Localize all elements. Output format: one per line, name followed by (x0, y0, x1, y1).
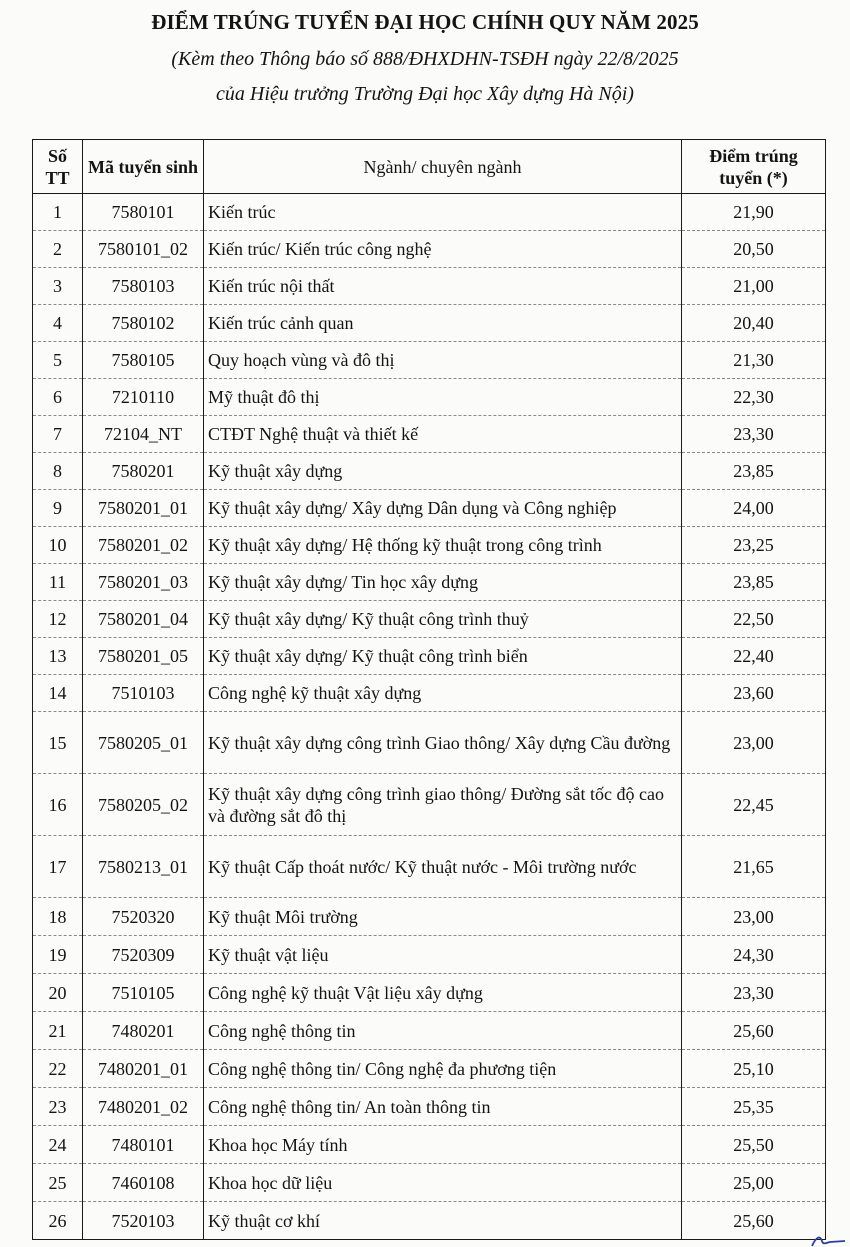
row-major: Công nghệ kỹ thuật Vật liệu xây dựng (204, 974, 682, 1012)
row-score: 20,40 (682, 305, 826, 342)
row-score: 21,00 (682, 268, 826, 305)
row-code: 7580105 (83, 342, 204, 379)
row-code: 7520320 (83, 898, 204, 936)
row-major: Kỹ thuật cơ khí (204, 1202, 682, 1240)
row-stt: 7 (33, 416, 83, 453)
row-score: 25,10 (682, 1050, 826, 1088)
row-score: 25,60 (682, 1202, 826, 1240)
row-score: 23,25 (682, 527, 826, 564)
table-row (33, 379, 826, 416)
row-code: 7510103 (83, 675, 204, 712)
table-row (33, 453, 826, 490)
row-stt: 16 (33, 774, 83, 836)
table-row (33, 342, 826, 379)
row-stt: 24 (33, 1126, 83, 1164)
row-code: 72104_NT (83, 416, 204, 453)
row-stt: 10 (33, 527, 83, 564)
row-stt: 12 (33, 601, 83, 638)
table-row (33, 527, 826, 564)
row-score: 25,60 (682, 1012, 826, 1050)
document-subtitle-line2: của Hiệu trưởng Trường Đại học Xây dựng Hà Nội) (216, 83, 634, 105)
row-code: 7580101_02 (83, 231, 204, 268)
row-stt: 23 (33, 1088, 83, 1126)
table-row (33, 836, 826, 898)
row-score: 23,30 (682, 974, 826, 1012)
row-score: 23,60 (682, 675, 826, 712)
row-score: 25,50 (682, 1126, 826, 1164)
row-major: Kỹ thuật vật liệu (204, 936, 682, 974)
row-code: 7580201_02 (83, 527, 204, 564)
row-stt: 15 (33, 712, 83, 774)
row-major: Kỹ thuật xây dựng/ Kỹ thuật công trình biển (204, 638, 682, 675)
row-score: 24,00 (682, 490, 826, 527)
row-code: 7580201 (83, 453, 204, 490)
row-stt: 25 (33, 1164, 83, 1202)
row-score: 20,50 (682, 231, 826, 268)
table-row (33, 564, 826, 601)
table-row (33, 305, 826, 342)
row-stt: 18 (33, 898, 83, 936)
table-row (33, 1126, 826, 1164)
table-row (33, 638, 826, 675)
row-major: Kiến trúc cảnh quan (204, 305, 682, 342)
table-row (33, 1164, 826, 1202)
row-major: Khoa học Máy tính (204, 1126, 682, 1164)
row-score: 23,30 (682, 416, 826, 453)
document-subtitle-line1: (Kèm theo Thông báo số 888/ĐHXDHN-TSĐH ngày 22/8/2025 (171, 48, 679, 70)
row-score: 22,50 (682, 601, 826, 638)
table-row (33, 712, 826, 774)
row-score: 22,40 (682, 638, 826, 675)
row-major: Kỹ thuật Cấp thoát nước/ Kỹ thuật nước - Môi trường nước (204, 836, 682, 898)
row-stt: 8 (33, 453, 83, 490)
row-stt: 21 (33, 1012, 83, 1050)
row-stt: 5 (33, 342, 83, 379)
row-score: 21,30 (682, 342, 826, 379)
row-stt: 1 (33, 194, 83, 231)
row-code: 7520103 (83, 1202, 204, 1240)
row-stt: 2 (33, 231, 83, 268)
table-row (33, 194, 826, 231)
row-stt: 19 (33, 936, 83, 974)
row-code: 7510105 (83, 974, 204, 1012)
row-score: 24,30 (682, 936, 826, 974)
row-stt: 4 (33, 305, 83, 342)
row-stt: 17 (33, 836, 83, 898)
row-code: 7580201_01 (83, 490, 204, 527)
table-body (33, 194, 826, 1240)
row-major: Kỹ thuật xây dựng (204, 453, 682, 490)
row-score: 23,85 (682, 453, 826, 490)
row-major: Kỹ thuật xây dựng/ Tin học xây dựng (204, 564, 682, 601)
row-major: Mỹ thuật đô thị (204, 379, 682, 416)
header-score: Điểm trúng tuyển (*) (682, 140, 826, 194)
row-stt: 14 (33, 675, 83, 712)
row-code: 7580201_05 (83, 638, 204, 675)
row-stt: 22 (33, 1050, 83, 1088)
row-code: 7480201_02 (83, 1088, 204, 1126)
row-major: Kỹ thuật xây dựng/ Kỹ thuật công trình thuỷ (204, 601, 682, 638)
row-code: 7210110 (83, 379, 204, 416)
row-score: 23,00 (682, 712, 826, 774)
row-stt: 20 (33, 974, 83, 1012)
row-score: 25,35 (682, 1088, 826, 1126)
admission-scores-table (32, 139, 826, 1240)
row-major: Quy hoạch vùng và đô thị (204, 342, 682, 379)
row-stt: 6 (33, 379, 83, 416)
table-row (33, 936, 826, 974)
row-code: 7580101 (83, 194, 204, 231)
document-title: ĐIỂM TRÚNG TUYỂN ĐẠI HỌC CHÍNH QUY NĂM 2025 (151, 10, 699, 34)
table-row (33, 774, 826, 836)
row-score: 21,90 (682, 194, 826, 231)
table-row (33, 974, 826, 1012)
row-code: 7580205_02 (83, 774, 204, 836)
row-score: 23,00 (682, 898, 826, 936)
row-major: Kỹ thuật Môi trường (204, 898, 682, 936)
row-score: 21,65 (682, 836, 826, 898)
row-major: Công nghệ kỹ thuật xây dựng (204, 675, 682, 712)
row-code: 7580103 (83, 268, 204, 305)
row-major: Kiến trúc (204, 194, 682, 231)
table-row (33, 898, 826, 936)
row-stt: 3 (33, 268, 83, 305)
row-score: 22,30 (682, 379, 826, 416)
row-score: 25,00 (682, 1164, 826, 1202)
row-major: Kiến trúc nội thất (204, 268, 682, 305)
header-stt: Số TT (33, 140, 83, 194)
row-major: Công nghệ thông tin/ An toàn thông tin (204, 1088, 682, 1126)
row-stt: 9 (33, 490, 83, 527)
row-score: 23,85 (682, 564, 826, 601)
row-code: 7580102 (83, 305, 204, 342)
row-code: 7580201_03 (83, 564, 204, 601)
table-row (33, 416, 826, 453)
row-code: 7580205_01 (83, 712, 204, 774)
row-major: CTĐT Nghệ thuật và thiết kế (204, 416, 682, 453)
row-major: Kỹ thuật xây dựng công trình Giao thông/ Xây dựng Cầu đường (204, 712, 682, 774)
table-row (33, 1012, 826, 1050)
row-score: 22,45 (682, 774, 826, 836)
header-code: Mã tuyển sinh (83, 140, 204, 194)
table-row (33, 1088, 826, 1126)
row-major: Công nghệ thông tin/ Công nghệ đa phương tiện (204, 1050, 682, 1088)
table-row (33, 231, 826, 268)
row-major: Công nghệ thông tin (204, 1012, 682, 1050)
table-row (33, 675, 826, 712)
table-row (33, 1202, 826, 1240)
row-code: 7480201_01 (83, 1050, 204, 1088)
table-row (33, 601, 826, 638)
row-major: Khoa học dữ liệu (204, 1164, 682, 1202)
row-major: Kỹ thuật xây dựng/ Hệ thống kỹ thuật trong công trình (204, 527, 682, 564)
table-header-row (33, 140, 826, 194)
row-stt: 11 (33, 564, 83, 601)
row-code: 7580213_01 (83, 836, 204, 898)
signature-mark-icon (810, 1233, 846, 1247)
row-code: 7520309 (83, 936, 204, 974)
row-major: Kỹ thuật xây dựng/ Xây dựng Dân dụng và Công nghiệp (204, 490, 682, 527)
table-row (33, 490, 826, 527)
table-row (33, 268, 826, 305)
row-major: Kiến trúc/ Kiến trúc công nghệ (204, 231, 682, 268)
header-major: Ngành/ chuyên ngành (204, 140, 682, 194)
row-code: 7460108 (83, 1164, 204, 1202)
row-stt: 26 (33, 1202, 83, 1240)
row-stt: 13 (33, 638, 83, 675)
row-code: 7580201_04 (83, 601, 204, 638)
table-row (33, 1050, 826, 1088)
row-code: 7480101 (83, 1126, 204, 1164)
row-major: Kỹ thuật xây dựng công trình giao thông/ Đường sắt tốc độ cao và đường sắt đô thị (204, 774, 682, 836)
row-code: 7480201 (83, 1012, 204, 1050)
